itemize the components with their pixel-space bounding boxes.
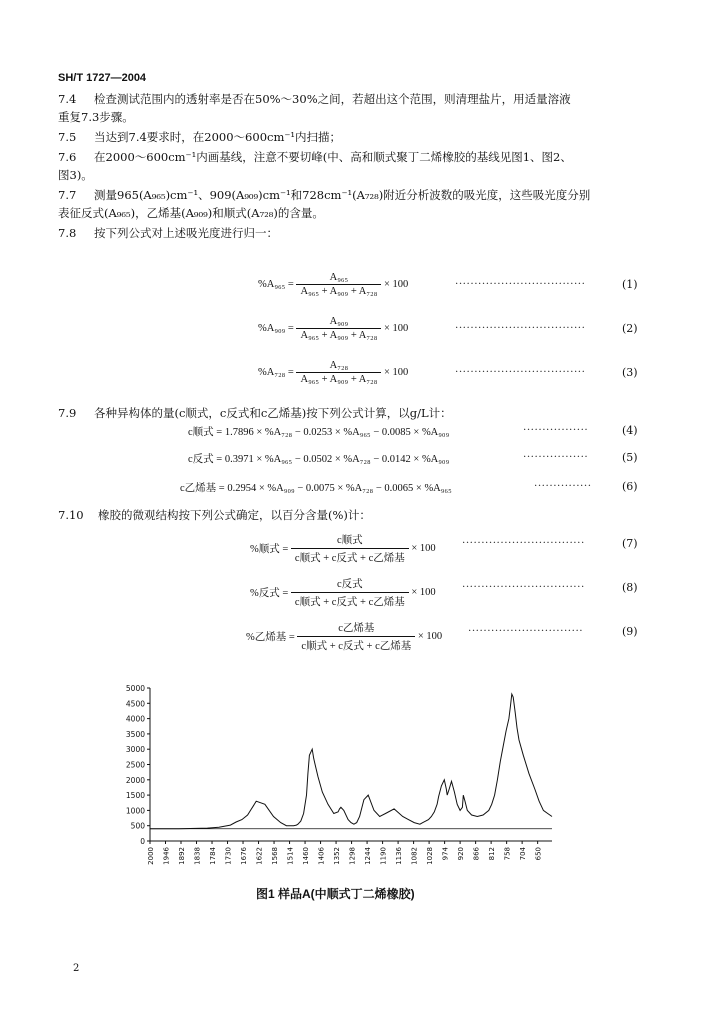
- paragraph-line: 重复7.3步骤。: [58, 110, 134, 124]
- x-tick-label: 1730: [224, 847, 233, 865]
- formula-9: [246, 620, 442, 653]
- formula-fraction: [296, 316, 381, 341]
- formula-5: c反式 = 0.3971 × %A₉₆₅ − 0.0502 × %A₇₂₈ − 0.0142 × %A₉₀₉: [188, 454, 450, 465]
- leader-dots: ······························: [468, 625, 584, 637]
- numerator: c反式: [291, 576, 409, 593]
- paragraph-7-9: [58, 404, 646, 422]
- equation-number: (9): [622, 625, 638, 638]
- formula-lhs: %A₉₆₅ =: [258, 279, 294, 290]
- x-tick-label: 1460: [302, 847, 311, 865]
- x-tick-label: 1676: [240, 847, 249, 865]
- x-tick-label: 1136: [395, 847, 404, 865]
- leader-dots: ··································: [455, 322, 586, 334]
- y-tick-label: 3000: [125, 745, 145, 755]
- x-tick-label: 758: [503, 847, 512, 861]
- denominator: A₉₆₅ + A₉₀₉ + A₇₂₈: [300, 374, 378, 385]
- paragraph-line: 橡胶的微观结构按下列公式确定，以百分含量(%)计：: [98, 508, 371, 522]
- x-tick-label: 1514: [286, 847, 295, 865]
- x-tick-label: 974: [441, 847, 450, 861]
- denominator: c顺式 + c反式 + c乙烯基: [294, 553, 405, 564]
- leader-dots: ································: [462, 537, 585, 549]
- formula-multiplier: × 100: [411, 543, 436, 554]
- formula-fraction: [291, 576, 409, 609]
- y-tick-label: 4500: [125, 699, 145, 709]
- spectrum-line: [150, 694, 552, 829]
- x-tick-label: 812: [488, 847, 497, 861]
- equation-number: (3): [622, 366, 638, 379]
- y-tick-label: 1500: [125, 791, 145, 801]
- paragraph-line: 各种异构体的量(c顺式，c反式和c乙烯基)按下列公式计算，以g/L计：: [94, 406, 452, 420]
- clause-number: 7.4: [58, 92, 77, 106]
- formula-fraction: [297, 620, 415, 653]
- paragraph-7-7: [58, 186, 646, 222]
- x-tick-label: 1190: [379, 847, 388, 865]
- denominator: A₉₆₅ + A₉₀₉ + A₇₂₈: [300, 286, 378, 297]
- paragraph-line: 检查测试范围内的透射率是否在50%～30%之间，若超出这个范围，则清理盐片，用适量溶液: [94, 92, 571, 106]
- x-tick-label: 650: [534, 847, 543, 861]
- x-tick-label: 866: [472, 847, 481, 861]
- paragraph-line: 表征反式(A₉₆₅)，乙烯基(A₉₀₉)和顺式(A₇₂₈)的含量。: [58, 206, 324, 220]
- paragraph-7-5: [58, 128, 646, 146]
- x-tick-label: 1298: [348, 847, 357, 865]
- paragraph-line: 测量965(A₉₆₅)cm⁻¹、909(A₉₀₉)cm⁻¹和728cm⁻¹(A₇₂₈)附近分析波数的吸光度，这些吸光度分别: [94, 188, 591, 202]
- equation-number: (7): [622, 537, 638, 550]
- x-tick-label: 1244: [364, 847, 373, 865]
- equation-number: (8): [622, 581, 638, 594]
- formula-multiplier: × 100: [417, 631, 443, 642]
- denominator: c顺式 + c反式 + c乙烯基: [294, 597, 405, 608]
- x-tick-label: 704: [519, 847, 528, 861]
- leader-dots: ···············: [534, 480, 592, 492]
- x-tick-label: 1622: [255, 847, 264, 865]
- x-tick-label: 1082: [410, 847, 419, 865]
- y-tick-label: 3500: [125, 729, 145, 739]
- formula-multiplier: × 100: [411, 587, 436, 598]
- clause-number: 7.5: [58, 130, 77, 144]
- formula-multiplier: × 100: [384, 323, 409, 334]
- x-tick-label: 1352: [333, 847, 342, 865]
- paragraph-7-6: [58, 148, 646, 184]
- x-tick-label: 1838: [193, 847, 202, 865]
- x-tick-label: 1568: [271, 847, 280, 865]
- ir-spectrum-chart: [120, 678, 560, 874]
- leader-dots: ··································: [455, 366, 586, 378]
- clause-number: 7.7: [58, 188, 77, 202]
- formula-fraction: [296, 272, 381, 297]
- leader-dots: ··································: [455, 278, 586, 290]
- numerator: A₉₀₉: [296, 316, 381, 329]
- paragraph-7-8: [58, 224, 646, 242]
- y-tick-label: 2000: [125, 775, 145, 785]
- figure-caption: 图1 样品A(中顺式丁二烯橡胶): [256, 887, 415, 901]
- formula-fraction: [291, 532, 409, 565]
- x-tick-label: 920: [457, 847, 466, 861]
- y-tick-label: 2500: [125, 760, 145, 770]
- x-tick-label: 1784: [209, 847, 218, 865]
- equation-number: (1): [622, 278, 638, 291]
- formula-lhs: %A₇₂₈ =: [258, 367, 294, 378]
- formula-6: c乙烯基 = 0.2954 × %A₉₀₉ − 0.0075 × %A₇₂₈ − 0.0065 × %A₉₆₅: [180, 483, 452, 494]
- denominator: c顺式 + c反式 + c乙烯基: [301, 641, 412, 652]
- leader-dots: ································: [462, 581, 585, 593]
- x-tick-label: 2000: [147, 847, 155, 865]
- equation-number: (6): [622, 480, 638, 493]
- paragraph-line: 当达到7.4要求时，在2000～600cm⁻¹内扫描；: [94, 130, 342, 144]
- numerator: A₇₂₈: [296, 360, 381, 373]
- leader-dots: ·················: [523, 424, 589, 436]
- paragraph-line: 图3)。: [58, 168, 93, 182]
- y-tick-label: 1000: [125, 806, 145, 816]
- formula-3: [258, 360, 408, 385]
- clause-number: 7.9: [58, 406, 77, 420]
- paragraph-line: 按下列公式对上述吸光度进行归一：: [94, 226, 278, 240]
- denominator: A₉₆₅ + A₉₀₉ + A₇₂₈: [300, 330, 378, 341]
- formula-multiplier: × 100: [384, 279, 409, 290]
- paragraph-7-4: [58, 90, 646, 126]
- document-header: SH/T 1727—2004: [58, 72, 147, 84]
- formula-lhs: %顺式 =: [250, 544, 289, 555]
- numerator: c乙烯基: [297, 620, 415, 637]
- equation-number: (5): [622, 451, 638, 464]
- paragraph-7-10: [58, 506, 646, 524]
- clause-number: 7.10: [58, 508, 84, 522]
- page-number: 2: [73, 963, 80, 974]
- equation-number: (2): [622, 322, 638, 335]
- formula-2: [258, 316, 408, 341]
- clause-number: 7.6: [58, 150, 77, 164]
- formula-lhs: %乙烯基 =: [246, 632, 295, 643]
- formula-multiplier: × 100: [384, 367, 409, 378]
- formula-fraction: [296, 360, 381, 385]
- formula-8: [250, 576, 436, 609]
- formula-7: [250, 532, 436, 565]
- formula-4: c顺式 = 1.7896 × %A₇₂₈ − 0.0253 × %A₉₆₅ − 0.0085 × %A₉₀₉: [188, 427, 450, 438]
- x-tick-label: 1406: [317, 847, 326, 865]
- x-tick-label: 1892: [178, 847, 187, 865]
- y-tick-label: 5000: [125, 684, 145, 693]
- numerator: c顺式: [291, 532, 409, 549]
- formula-1: [258, 272, 408, 297]
- x-tick-label: 1946: [162, 847, 171, 865]
- y-tick-label: 500: [130, 821, 145, 831]
- paragraph-line: 在2000～600cm⁻¹内画基线，注意不要切峰(中、高和顺式聚丁二烯橡胶的基线见图1、图2、: [94, 150, 572, 164]
- x-tick-label: 1028: [426, 847, 435, 865]
- numerator: A₉₆₅: [296, 272, 381, 285]
- clause-number: 7.8: [58, 226, 77, 240]
- leader-dots: ·················: [523, 451, 589, 463]
- y-tick-label: 0: [140, 837, 145, 846]
- formula-lhs: %A₉₀₉ =: [258, 323, 294, 334]
- equation-number: (4): [622, 424, 638, 437]
- y-tick-label: 4000: [125, 714, 145, 724]
- formula-lhs: %反式 =: [250, 588, 289, 599]
